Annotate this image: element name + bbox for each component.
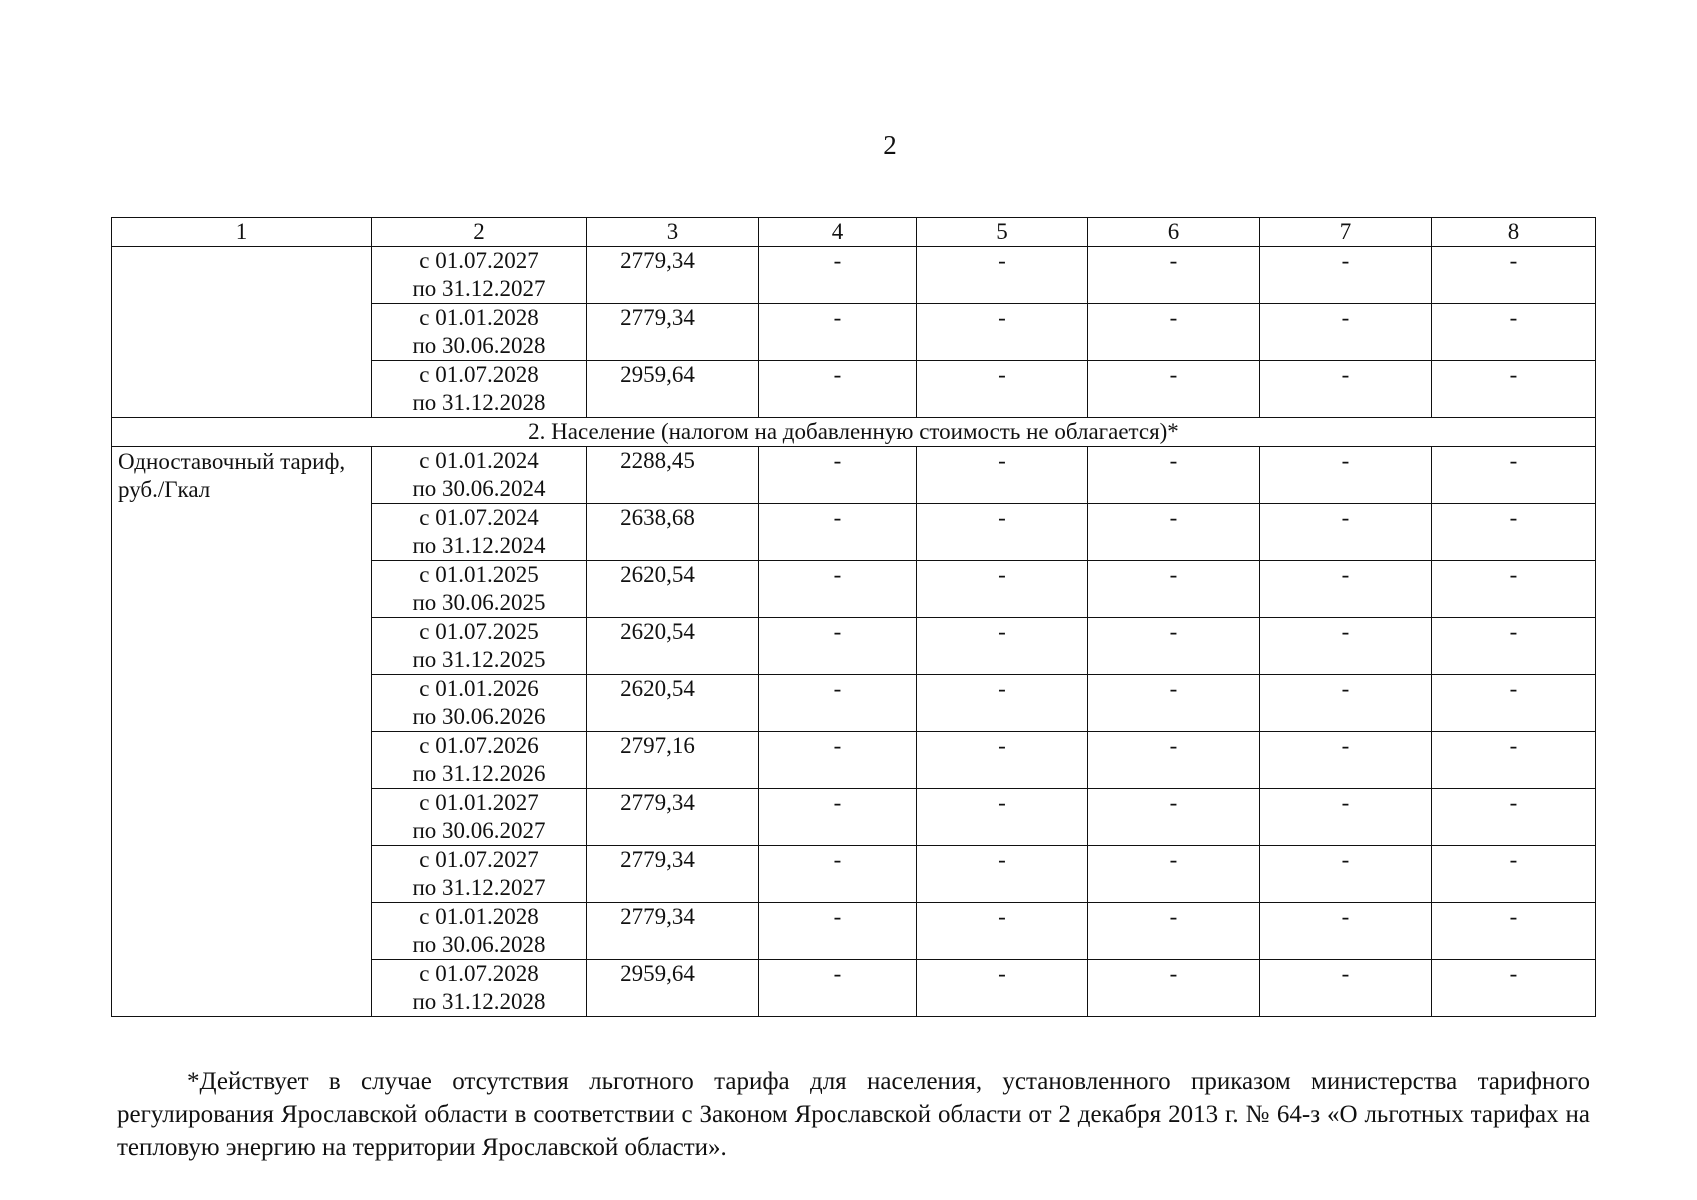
period-to: по 31.12.2027 bbox=[412, 276, 546, 301]
dash-cell: - bbox=[1432, 247, 1596, 304]
dash-cell: - bbox=[1432, 789, 1596, 846]
dash-cell: - bbox=[1088, 361, 1260, 418]
dash-cell: - bbox=[1260, 675, 1432, 732]
dash-cell: - bbox=[917, 561, 1088, 618]
tariff-value: 2779,34 bbox=[587, 789, 759, 846]
period-to: по 30.06.2024 bbox=[412, 476, 546, 501]
table-row bbox=[112, 247, 1596, 304]
table-body bbox=[112, 247, 1596, 1017]
tariff-value: 2779,34 bbox=[587, 304, 759, 361]
header-row bbox=[112, 218, 1596, 247]
section-row bbox=[112, 418, 1596, 447]
tariff-value: 2288,45 bbox=[587, 447, 759, 504]
dash-cell: - bbox=[917, 618, 1088, 675]
dash-cell: - bbox=[1432, 504, 1596, 561]
dash-cell: - bbox=[1088, 960, 1260, 1017]
period-from: с 01.07.2026 bbox=[419, 733, 539, 758]
period-from: с 01.01.2025 bbox=[419, 562, 539, 587]
dash-cell: - bbox=[1432, 304, 1596, 361]
dash-cell: - bbox=[917, 504, 1088, 561]
dash-cell: - bbox=[1260, 960, 1432, 1017]
period-from: с 01.07.2028 bbox=[419, 961, 539, 986]
period-from: с 01.07.2028 bbox=[419, 362, 539, 387]
period-cell bbox=[372, 960, 587, 1017]
dash-cell: - bbox=[1260, 561, 1432, 618]
dash-cell: - bbox=[917, 903, 1088, 960]
dash-cell: - bbox=[917, 960, 1088, 1017]
dash-cell: - bbox=[917, 247, 1088, 304]
period-cell bbox=[372, 504, 587, 561]
dash-cell: - bbox=[917, 789, 1088, 846]
period-to: по 30.06.2028 bbox=[412, 333, 546, 358]
period-from: с 01.01.2028 bbox=[419, 904, 539, 929]
period-cell bbox=[372, 732, 587, 789]
section-title: 2. Население (налогом на добавленную стоимость не облагается)* bbox=[112, 418, 1596, 447]
tariff-table bbox=[111, 217, 1596, 1017]
period-to: по 31.12.2027 bbox=[412, 875, 546, 900]
period-from: с 01.07.2027 bbox=[419, 847, 539, 872]
column-header: 5 bbox=[917, 218, 1088, 247]
period-cell bbox=[372, 561, 587, 618]
dash-cell: - bbox=[759, 618, 917, 675]
dash-cell: - bbox=[917, 675, 1088, 732]
tariff-value: 2779,34 bbox=[587, 846, 759, 903]
tariff-value: 2620,54 bbox=[587, 675, 759, 732]
dash-cell: - bbox=[759, 846, 917, 903]
period-from: с 01.07.2027 bbox=[419, 248, 539, 273]
dash-cell: - bbox=[917, 732, 1088, 789]
dash-cell: - bbox=[759, 903, 917, 960]
period-cell bbox=[372, 789, 587, 846]
dash-cell: - bbox=[1088, 789, 1260, 846]
tariff-value: 2797,16 bbox=[587, 732, 759, 789]
dash-cell: - bbox=[1432, 732, 1596, 789]
dash-cell: - bbox=[759, 504, 917, 561]
period-to: по 31.12.2028 bbox=[412, 390, 546, 415]
dash-cell: - bbox=[759, 960, 917, 1017]
dash-cell: - bbox=[1432, 903, 1596, 960]
dash-cell: - bbox=[1432, 561, 1596, 618]
dash-cell: - bbox=[1260, 247, 1432, 304]
period-cell bbox=[372, 903, 587, 960]
dash-cell: - bbox=[1432, 447, 1596, 504]
period-from: с 01.01.2027 bbox=[419, 790, 539, 815]
dash-cell: - bbox=[1088, 447, 1260, 504]
dash-cell: - bbox=[1260, 361, 1432, 418]
dash-cell: - bbox=[759, 732, 917, 789]
period-cell bbox=[372, 618, 587, 675]
period-cell bbox=[372, 846, 587, 903]
dash-cell: - bbox=[917, 447, 1088, 504]
dash-cell: - bbox=[759, 447, 917, 504]
dash-cell: - bbox=[1260, 504, 1432, 561]
dash-cell: - bbox=[1088, 846, 1260, 903]
period-to: по 31.12.2028 bbox=[412, 989, 546, 1014]
period-to: по 30.06.2028 bbox=[412, 932, 546, 957]
param-cell-continued bbox=[112, 247, 372, 418]
dash-cell: - bbox=[1088, 732, 1260, 789]
tariff-value: 2779,34 bbox=[587, 903, 759, 960]
period-from: с 01.01.2024 bbox=[419, 448, 539, 473]
dash-cell: - bbox=[1088, 247, 1260, 304]
dash-cell: - bbox=[917, 361, 1088, 418]
tariff-value: 2638,68 bbox=[587, 504, 759, 561]
dash-cell: - bbox=[1260, 618, 1432, 675]
footnote: *Действует в случае отсутствия льготного тарифа для населения, установленного приказом министерства тарифного регулирования Ярославской области в соответствии с Законом Ярославской области от 2 декабря 2013 г. № 64-з «О льготных тарифах на тепловую энергию на территории Ярославской области». bbox=[117, 1068, 1590, 1161]
dash-cell: - bbox=[759, 247, 917, 304]
period-cell bbox=[372, 675, 587, 732]
dash-cell: - bbox=[759, 361, 917, 418]
dash-cell: - bbox=[1088, 304, 1260, 361]
dash-cell: - bbox=[1088, 561, 1260, 618]
dash-cell: - bbox=[1432, 960, 1596, 1017]
dash-cell: - bbox=[759, 304, 917, 361]
dash-cell: - bbox=[917, 846, 1088, 903]
column-header: 7 bbox=[1260, 218, 1432, 247]
period-cell bbox=[372, 247, 587, 304]
dash-cell: - bbox=[1088, 675, 1260, 732]
column-header: 3 bbox=[587, 218, 759, 247]
period-cell bbox=[372, 447, 587, 504]
column-header: 4 bbox=[759, 218, 917, 247]
dash-cell: - bbox=[1432, 361, 1596, 418]
tariff-value: 2620,54 bbox=[587, 618, 759, 675]
dash-cell: - bbox=[1432, 675, 1596, 732]
column-header: 1 bbox=[112, 218, 372, 247]
period-to: по 31.12.2026 bbox=[412, 761, 546, 786]
period-from: с 01.07.2025 bbox=[419, 619, 539, 644]
dash-cell: - bbox=[1260, 304, 1432, 361]
column-header: 6 bbox=[1088, 218, 1260, 247]
dash-cell: - bbox=[759, 561, 917, 618]
period-to: по 30.06.2027 bbox=[412, 818, 546, 843]
dash-cell: - bbox=[1088, 903, 1260, 960]
period-to: по 31.12.2024 bbox=[412, 533, 546, 558]
dash-cell: - bbox=[1260, 447, 1432, 504]
period-cell bbox=[372, 361, 587, 418]
tariff-value: 2959,64 bbox=[587, 361, 759, 418]
page-number: 2 bbox=[883, 130, 897, 160]
dash-cell: - bbox=[1260, 732, 1432, 789]
dash-cell: - bbox=[1088, 504, 1260, 561]
period-to: по 30.06.2025 bbox=[412, 590, 546, 615]
column-header: 8 bbox=[1432, 218, 1596, 247]
dash-cell: - bbox=[1088, 618, 1260, 675]
period-to: по 31.12.2025 bbox=[412, 647, 546, 672]
table-row bbox=[112, 447, 1596, 504]
tariff-value: 2620,54 bbox=[587, 561, 759, 618]
param-cell: Одноставочный тариф, руб./Гкал bbox=[112, 447, 372, 1017]
dash-cell: - bbox=[759, 789, 917, 846]
dash-cell: - bbox=[1260, 846, 1432, 903]
period-from: с 01.07.2024 bbox=[419, 505, 539, 530]
column-header: 2 bbox=[372, 218, 587, 247]
period-to: по 30.06.2026 bbox=[412, 704, 546, 729]
period-cell bbox=[372, 304, 587, 361]
dash-cell: - bbox=[1260, 789, 1432, 846]
dash-cell: - bbox=[917, 304, 1088, 361]
dash-cell: - bbox=[759, 675, 917, 732]
tariff-value: 2779,34 bbox=[587, 247, 759, 304]
dash-cell: - bbox=[1432, 618, 1596, 675]
dash-cell: - bbox=[1432, 846, 1596, 903]
period-from: с 01.01.2026 bbox=[419, 676, 539, 701]
table-header bbox=[112, 218, 1596, 247]
dash-cell: - bbox=[1260, 903, 1432, 960]
period-from: с 01.01.2028 bbox=[419, 305, 539, 330]
tariff-value: 2959,64 bbox=[587, 960, 759, 1017]
